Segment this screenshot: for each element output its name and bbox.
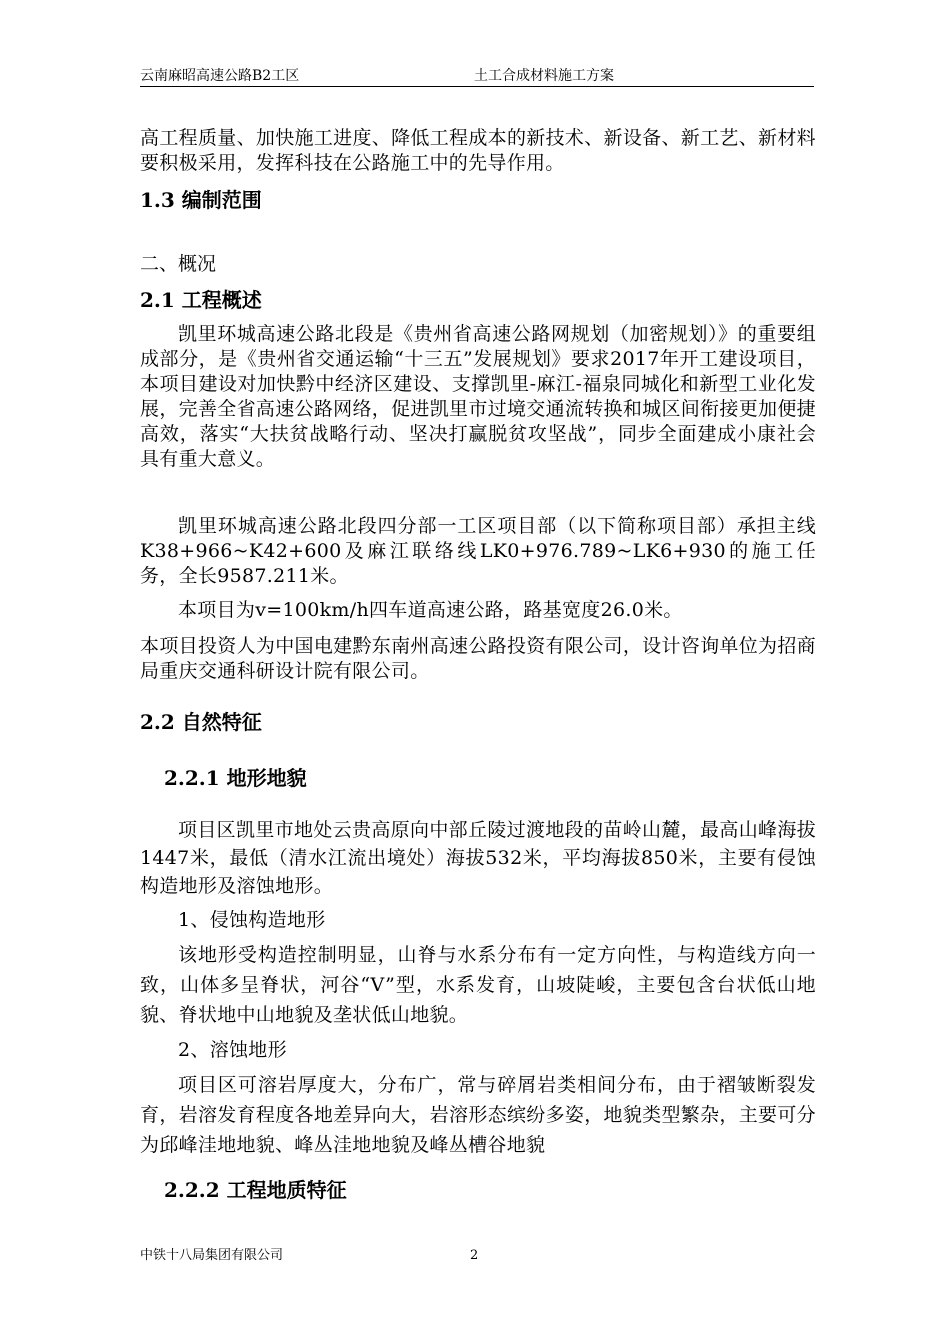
heading-2-2-2: 2.2.2 工程地质特征 (164, 1178, 347, 1202)
header-project-name: 云南麻昭高速公路B2工区 (140, 68, 300, 84)
footer-page-number: 2 (470, 1248, 479, 1263)
heading-2-2: 2.2 自然特征 (140, 710, 262, 734)
paragraph-investor: 本项目投资人为中国电建黔东南州高速公路投资有限公司，设计咨询单位为招商局重庆交通科研设计院有限公司。 (140, 635, 816, 682)
heading-1-3: 1.3 编制范围 (140, 188, 262, 212)
footer-company: 中铁十八局集团有限公司 (140, 1248, 284, 1263)
page-header (140, 66, 814, 87)
paragraph-road-spec: 本项目为v=100km/h四车道高速公路，路基宽度26.0米。 (178, 599, 683, 621)
paragraph-terrain: 项目区凯里市地处云贵高原向中部丘陵过渡地段的苗岭山麓，最高山峰海拔1447米，最低（清水江流出境处）海拔532米，平均海拔850米，主要有侵蚀构造地形及溶蚀地形。 (140, 819, 816, 897)
heading-2-2-1: 2.2.1 地形地貌 (164, 766, 307, 790)
paragraph-karst: 项目区可溶岩厚度大，分布广，常与碎屑岩类相间分布，由于褶皱断裂发育，岩溶发育程度各地差异向大，岩溶形态缤纷多姿，地貌类型繁杂，主要可分为邱峰洼地地貌、峰丛洼地地貌及峰丛槽谷地貌 (140, 1074, 816, 1156)
paragraph-erosion: 该地形受构造控制明显，山脊与水系分布有一定方向性，与构造线方向一致，山体多呈脊状，河谷“V”型，水系发育，山坡陡峻，主要包含台状低山地貌、脊状地中山地貌及垄状低山地貌。 (140, 944, 816, 1026)
list-item-karst-label: 2、溶蚀地形 (178, 1039, 287, 1061)
paragraph-overview: 凯里环城高速公路北段是《贵州省高速公路网规划（加密规划）》的重要组成部分，是《贵州省交通运输“十三五”发展规划》要求2017年开工建设项目，本项目建设对加快黔中经济区建设、支撑凯里-麻江-福泉同城化和新型工业化发展，完善全省高速公路网络，促进凯里市过境交通流转换和城区间衔接更加便捷高效，落实“大扶贫战略行动、坚决打赢脱贫攻坚战”，同步全面建成小康社会具有重大意义。 (140, 323, 816, 470)
heading-section-2: 二、概况 (140, 253, 217, 275)
paragraph-intro: 高工程质量、加快施工进度、降低工程成本的新技术、新设备、新工艺、新材料要积极采用，发挥科技在公路施工中的先导作用。 (140, 127, 816, 174)
heading-2-1: 2.1 工程概述 (140, 288, 262, 312)
header-document-title: 土工合成材料施工方案 (474, 68, 614, 84)
paragraph-scope: 凯里环城高速公路北段四分部一工区项目部（以下简称项目部）承担主线K38+966~K42+600及麻江联络线LK0+976.789~LK6+930的施工任务，全长9587.211米。 (140, 515, 816, 587)
list-item-erosion-label: 1、侵蚀构造地形 (178, 909, 326, 931)
